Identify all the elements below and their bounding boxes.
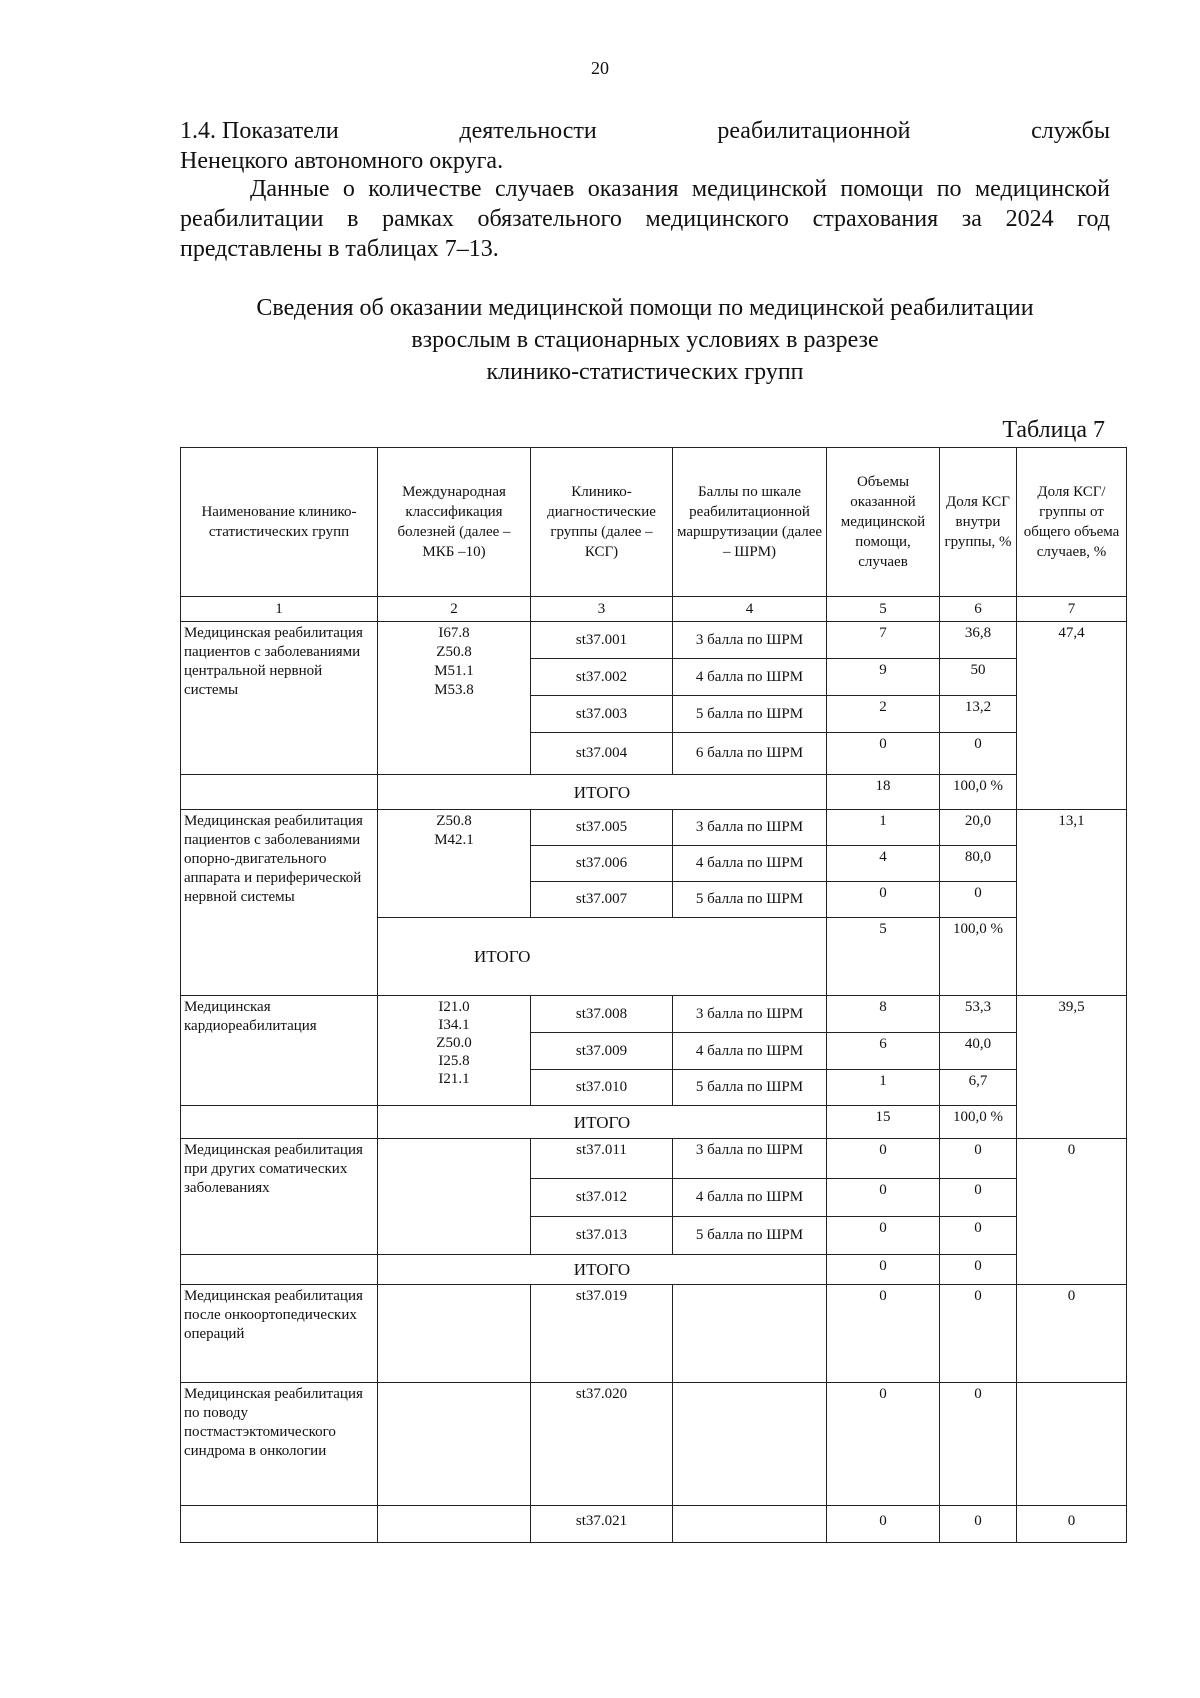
volume: 8 — [827, 996, 940, 1033]
total-share: 0 — [1017, 1285, 1127, 1383]
caption-line: Сведения об оказании медицинской помощи по медицинской реабилитации — [256, 295, 1034, 321]
volume: 2 — [827, 696, 940, 733]
volume: 0 — [827, 1383, 940, 1506]
shrm-score: 6 балла по ШРМ — [673, 733, 827, 775]
total-share: 13,1 — [1017, 810, 1127, 996]
group-percent: 0 — [940, 1179, 1017, 1217]
group-percent: 0 — [940, 733, 1017, 775]
ksg-code: st37.006 — [531, 846, 673, 882]
total-share: 47,4 — [1017, 622, 1127, 810]
empty-cell — [181, 1255, 378, 1285]
heading-word: службы — [1031, 118, 1110, 144]
ksg-code: st37.021 — [531, 1506, 673, 1543]
group-percent: 0 — [940, 1217, 1017, 1255]
volume: 0 — [827, 1139, 940, 1179]
shrm-score: 5 балла по ШРМ — [673, 696, 827, 733]
column-number: 3 — [531, 597, 673, 622]
ksg-code: st37.009 — [531, 1033, 673, 1070]
shrm-score: 3 балла по ШРМ — [673, 1139, 827, 1179]
rehab-table — [180, 447, 1127, 1543]
icd-codes — [378, 1383, 531, 1506]
table-row — [181, 996, 1127, 1033]
section-heading — [180, 116, 1110, 176]
group-name: Медицинская реабилитация при других соматических заболеваниях — [181, 1139, 378, 1255]
group-percent: 0 — [940, 1383, 1017, 1506]
ksg-code: st37.011 — [531, 1139, 673, 1179]
icd-codes — [378, 1285, 531, 1383]
ksg-code: st37.013 — [531, 1217, 673, 1255]
itogo-label: ИТОГО — [378, 918, 827, 996]
shrm-score: 5 балла по ШРМ — [673, 1217, 827, 1255]
group-percent: 80,0 — [940, 846, 1017, 882]
ksg-code: st37.002 — [531, 659, 673, 696]
page-number: 20 — [591, 58, 609, 78]
total-volume: 0 — [827, 1255, 940, 1285]
caption-line: клинико-статистических групп — [486, 359, 804, 385]
itogo-label: ИТОГО — [378, 1106, 827, 1139]
total-share: 0 — [1017, 1139, 1127, 1285]
volume: 4 — [827, 846, 940, 882]
heading-word: реабилитационной — [717, 118, 911, 144]
total-share — [1017, 1383, 1127, 1506]
table-row — [181, 1506, 1127, 1543]
group-name: Медицинская реабилитация пациентов с заболеваниями центральной нервной системы — [181, 622, 378, 775]
header-cell: Международная классификация болезней (далее – МКБ –10) — [378, 448, 531, 597]
group-percent: 36,8 — [940, 622, 1017, 659]
ksg-code: st37.019 — [531, 1285, 673, 1383]
shrm-score: 3 балла по ШРМ — [673, 996, 827, 1033]
shrm-score — [673, 1506, 827, 1543]
volume: 6 — [827, 1033, 940, 1070]
heading-rest: Ненецкого автономного округа. — [180, 148, 504, 174]
total-volume: 15 — [827, 1106, 940, 1139]
group-percent: 0 — [940, 1285, 1017, 1383]
header-cell: Объемы оказанной медицинской помощи, случаев — [827, 448, 940, 597]
ksg-code: st37.004 — [531, 733, 673, 775]
volume: 0 — [827, 1217, 940, 1255]
header-cell: Доля КСГ/группы от общего объема случаев, % — [1017, 448, 1127, 597]
table-label: Таблица 7 — [1002, 417, 1105, 443]
table-row — [181, 810, 1127, 846]
shrm-score: 4 балла по ШРМ — [673, 1179, 827, 1217]
group-percent: 40,0 — [940, 1033, 1017, 1070]
total-volume: 5 — [827, 918, 940, 996]
intro-paragraph: Данные о количестве случаев оказания медицинской помощи по медицинской реабилитации в рамках обязательного медицинского страхования за 2024 год представлены в таблицах 7–13. — [180, 176, 1110, 262]
shrm-score: 3 балла по ШРМ — [673, 810, 827, 846]
total-share: 0 — [1017, 1506, 1127, 1543]
total-percent: 100,0 % — [940, 1106, 1017, 1139]
shrm-score: 3 балла по ШРМ — [673, 622, 827, 659]
column-number-row — [181, 597, 1127, 622]
group-percent: 50 — [940, 659, 1017, 696]
table-row — [181, 1383, 1127, 1506]
ksg-code: st37.008 — [531, 996, 673, 1033]
itogo-label: ИТОГО — [378, 1255, 827, 1285]
group-percent: 6,7 — [940, 1070, 1017, 1106]
itogo-label: ИТОГО — [378, 775, 827, 810]
header-cell: Баллы по шкале реабилитационной маршрутизации (далее – ШРМ) — [673, 448, 827, 597]
icd-codes: I21.0 I34.1 Z50.0 I25.8 I21.1 — [378, 996, 531, 1106]
volume: 7 — [827, 622, 940, 659]
total-row — [181, 1106, 1127, 1139]
volume: 0 — [827, 1506, 940, 1543]
shrm-score — [673, 1285, 827, 1383]
icd-codes — [378, 1139, 531, 1255]
group-name: Медицинская реабилитация после онкоортопедических операций — [181, 1285, 378, 1383]
column-number: 1 — [181, 597, 378, 622]
column-number: 6 — [940, 597, 1017, 622]
shrm-score: 4 балла по ШРМ — [673, 659, 827, 696]
column-number: 2 — [378, 597, 531, 622]
group-percent: 0 — [940, 1506, 1017, 1543]
group-percent: 0 — [940, 882, 1017, 918]
header-row — [181, 448, 1127, 597]
total-row — [181, 775, 1127, 810]
empty-cell — [181, 1106, 378, 1139]
table-row — [181, 1139, 1127, 1179]
ksg-code: st37.007 — [531, 882, 673, 918]
caption-line: взрослым в стационарных условиях в разрезе — [411, 327, 879, 353]
total-percent: 100,0 % — [940, 918, 1017, 996]
total-percent: 100,0 % — [940, 775, 1017, 810]
shrm-score: 4 балла по ШРМ — [673, 846, 827, 882]
volume: 0 — [827, 882, 940, 918]
group-percent: 20,0 — [940, 810, 1017, 846]
table-row — [181, 622, 1127, 659]
total-percent: 0 — [940, 1255, 1017, 1285]
ksg-code: st37.020 — [531, 1383, 673, 1506]
empty-cell — [181, 775, 378, 810]
group-percent: 13,2 — [940, 696, 1017, 733]
icd-codes: Z50.8 M42.1 — [378, 810, 531, 918]
ksg-code: st37.012 — [531, 1179, 673, 1217]
column-number: 7 — [1017, 597, 1127, 622]
volume: 9 — [827, 659, 940, 696]
volume: 1 — [827, 810, 940, 846]
total-share: 39,5 — [1017, 996, 1127, 1139]
volume: 0 — [827, 1179, 940, 1217]
heading-word: 1.4. Показатели — [180, 118, 339, 144]
group-percent: 0 — [940, 1139, 1017, 1179]
volume: 0 — [827, 733, 940, 775]
volume: 0 — [827, 1285, 940, 1383]
group-percent: 53,3 — [940, 996, 1017, 1033]
ksg-code: st37.003 — [531, 696, 673, 733]
ksg-code: st37.005 — [531, 810, 673, 846]
heading-word: деятельности — [459, 118, 597, 144]
group-name: Медицинская кардиореабилитация — [181, 996, 378, 1106]
header-cell: Клинико-диагностические группы (далее – КСГ) — [531, 448, 673, 597]
column-number: 4 — [673, 597, 827, 622]
volume: 1 — [827, 1070, 940, 1106]
table-row — [181, 1285, 1127, 1383]
icd-codes: I67.8 Z50.8 M51.1 M53.8 — [378, 622, 531, 775]
header-cell: Доля КСГ внутри группы, % — [940, 448, 1017, 597]
group-name — [181, 1506, 378, 1543]
section-heading-line — [180, 116, 1110, 146]
header-cell: Наименование клинико-статистических групп — [181, 448, 378, 597]
group-name: Медицинская реабилитация пациентов с заболеваниями опорно-двигательного аппарата и периферической нервной системы — [181, 810, 378, 996]
column-number: 5 — [827, 597, 940, 622]
ksg-code: st37.001 — [531, 622, 673, 659]
shrm-score: 5 балла по ШРМ — [673, 1070, 827, 1106]
shrm-score — [673, 1383, 827, 1506]
total-row — [181, 1255, 1127, 1285]
group-name: Медицинская реабилитация по поводу постмастэктомического синдрома в онкологии — [181, 1383, 378, 1506]
total-volume: 18 — [827, 775, 940, 810]
shrm-score: 4 балла по ШРМ — [673, 1033, 827, 1070]
shrm-score: 5 балла по ШРМ — [673, 882, 827, 918]
icd-codes — [378, 1506, 531, 1543]
ksg-code: st37.010 — [531, 1070, 673, 1106]
table-caption — [180, 292, 1110, 388]
